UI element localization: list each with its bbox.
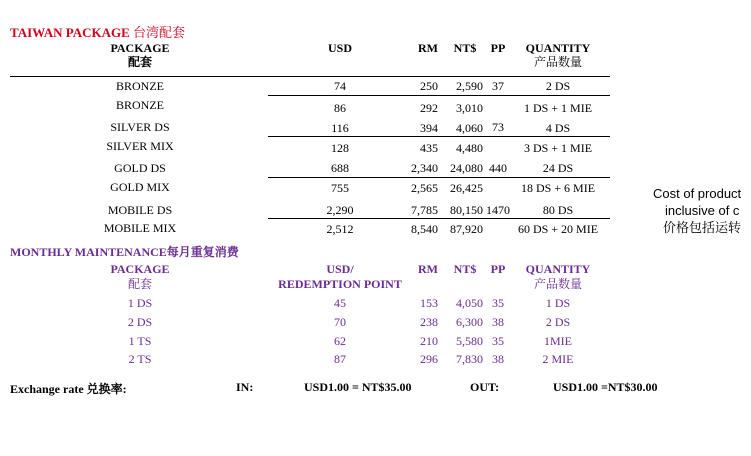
cell-nt: 7,830 xyxy=(456,352,483,366)
cell-pp: 35 xyxy=(492,334,504,348)
taiwan-title-en: TAIWAN PACKAGE xyxy=(10,25,130,40)
cell-rm: 435 xyxy=(420,141,438,155)
cell-qty: 24 DS xyxy=(542,161,574,175)
cell-package: BRONZE xyxy=(116,79,164,93)
exchange-in-value: USD1.00 = NT$35.00 xyxy=(304,380,412,394)
cell-usd: 2,290 xyxy=(326,203,354,217)
cell-rm: 296 xyxy=(420,352,438,366)
cell-qty: 18 DS + 6 MIE xyxy=(520,181,596,195)
row-rule-2 xyxy=(268,136,610,137)
cell-nt: 4,480 xyxy=(456,141,483,155)
cell-rm: 2,340 xyxy=(411,161,438,175)
row-rule-4 xyxy=(268,218,610,219)
cell-qty: 1 DS xyxy=(545,296,571,310)
exchange-in-label: IN: xyxy=(236,380,254,394)
cell-usd: 87 xyxy=(334,352,346,366)
cell-package: 1 TS xyxy=(128,334,152,348)
header-package-cn: 配套 xyxy=(127,55,152,69)
cell-usd: 70 xyxy=(334,315,346,329)
cell-package: GOLD DS xyxy=(114,161,166,175)
header-rm: RM xyxy=(418,41,438,55)
cell-package: SILVER DS xyxy=(110,120,170,134)
cell-package: 2 TS xyxy=(128,352,152,366)
cell-usd: 62 xyxy=(334,334,346,348)
side-note xyxy=(653,185,741,236)
cell-nt: 4,060 xyxy=(456,121,483,135)
cell-qty: 1 DS + 1 MIE xyxy=(523,101,593,115)
cell-package: MOBILE MIX xyxy=(103,221,177,235)
maint-header-quantity-en: QUANTITY xyxy=(525,262,591,276)
side-note-line2: inclusive of c xyxy=(665,203,740,218)
cell-rm: 8,540 xyxy=(411,222,438,236)
cell-pp: 73 xyxy=(492,120,504,134)
cell-usd: 116 xyxy=(331,121,349,135)
cell-nt: 5,580 xyxy=(456,334,483,348)
cell-pp: 37 xyxy=(492,79,504,93)
cell-package: 1 DS xyxy=(127,296,153,310)
cell-nt: 24,080 xyxy=(450,161,483,175)
cell-rm: 2,565 xyxy=(411,181,438,195)
cell-usd: 74 xyxy=(334,79,346,93)
header-quantity xyxy=(508,41,608,69)
taiwan-title-cn: 台湾配套 xyxy=(133,25,186,40)
cell-nt: 2,590 xyxy=(456,79,483,93)
cell-qty: 4 DS xyxy=(545,121,571,135)
maint-header-package-cn: 配套 xyxy=(127,277,152,291)
maint-header-nt: NT$ xyxy=(453,262,477,276)
maint-header-quantity xyxy=(508,262,608,292)
maint-header-usd-en2: REDEMPTION POINT xyxy=(278,277,402,291)
header-rule xyxy=(10,76,610,77)
cell-package: MOBILE DS xyxy=(107,203,173,217)
cell-qty: 2 DS xyxy=(545,79,571,93)
side-note-line3: 价格包括运转 xyxy=(663,220,742,235)
cell-nt: 3,010 xyxy=(456,101,483,115)
cell-pp: 440 xyxy=(489,161,507,175)
cell-pp: 35 xyxy=(492,296,504,310)
cell-usd: 755 xyxy=(331,181,349,195)
header-package xyxy=(90,41,190,69)
maint-header-rm: RM xyxy=(418,262,438,276)
cell-usd: 2,512 xyxy=(326,222,354,236)
row-rule-1 xyxy=(268,95,610,96)
cell-usd: 45 xyxy=(334,296,346,310)
maintenance-title: MONTHLY MAINTENANCE每月重复消费 xyxy=(10,245,239,259)
cell-pp: 38 xyxy=(492,315,504,329)
cell-pp: 38 xyxy=(492,352,504,366)
cell-nt: 26,425 xyxy=(450,181,483,195)
cell-qty: 2 MIE xyxy=(542,352,574,366)
cell-package: GOLD MIX xyxy=(110,180,170,194)
cell-package: SILVER MIX xyxy=(106,139,174,153)
cell-usd: 86 xyxy=(334,101,346,115)
cell-rm: 210 xyxy=(420,334,438,348)
maint-header-package-en: PACKAGE xyxy=(110,262,170,276)
header-pp: PP xyxy=(490,41,506,55)
cell-package: 2 DS xyxy=(127,315,153,329)
cell-qty: 80 DS xyxy=(542,203,574,217)
side-note-line1: Cost of product xyxy=(653,186,742,201)
cell-qty: 2 DS xyxy=(545,315,571,329)
cell-package: BRONZE xyxy=(116,98,164,112)
cell-rm: 394 xyxy=(420,121,438,135)
exchange-rate-label: Exchange rate 兑换率: xyxy=(10,382,127,396)
cell-nt: 4,050 xyxy=(456,296,483,310)
header-nt: NT$ xyxy=(453,41,477,55)
cell-rm: 238 xyxy=(420,315,438,329)
cell-rm: 7,785 xyxy=(411,203,438,217)
taiwan-package-title xyxy=(10,22,185,41)
exchange-out-value: USD1.00 =NT$30.00 xyxy=(553,380,658,394)
cell-pp: 1470 xyxy=(486,203,510,217)
cell-qty: 3 DS + 1 MIE xyxy=(523,141,593,155)
cell-rm: 292 xyxy=(420,101,438,115)
cell-usd: 128 xyxy=(331,141,349,155)
cell-nt: 87,920 xyxy=(450,222,483,236)
cell-qty: 60 DS + 20 MIE xyxy=(517,222,599,236)
exchange-out-label: OUT: xyxy=(470,380,500,394)
header-package-en: PACKAGE xyxy=(110,41,170,55)
cell-usd: 688 xyxy=(331,161,349,175)
header-quantity-en: QUANTITY xyxy=(525,41,591,55)
cell-nt: 6,300 xyxy=(456,315,483,329)
header-quantity-cn: 产品数量 xyxy=(533,55,582,69)
cell-rm: 250 xyxy=(420,79,438,93)
maint-header-quantity-cn: 产品数量 xyxy=(533,277,582,291)
header-usd: USD xyxy=(327,41,352,55)
maint-header-usd-en: USD/ xyxy=(326,262,354,276)
maint-header-pp: PP xyxy=(490,262,506,276)
cell-rm: 153 xyxy=(420,296,438,310)
row-rule-3 xyxy=(268,177,610,178)
cell-qty: 1MIE xyxy=(544,334,572,348)
maint-header-package xyxy=(90,262,190,292)
cell-nt: 80,150 xyxy=(450,203,483,217)
